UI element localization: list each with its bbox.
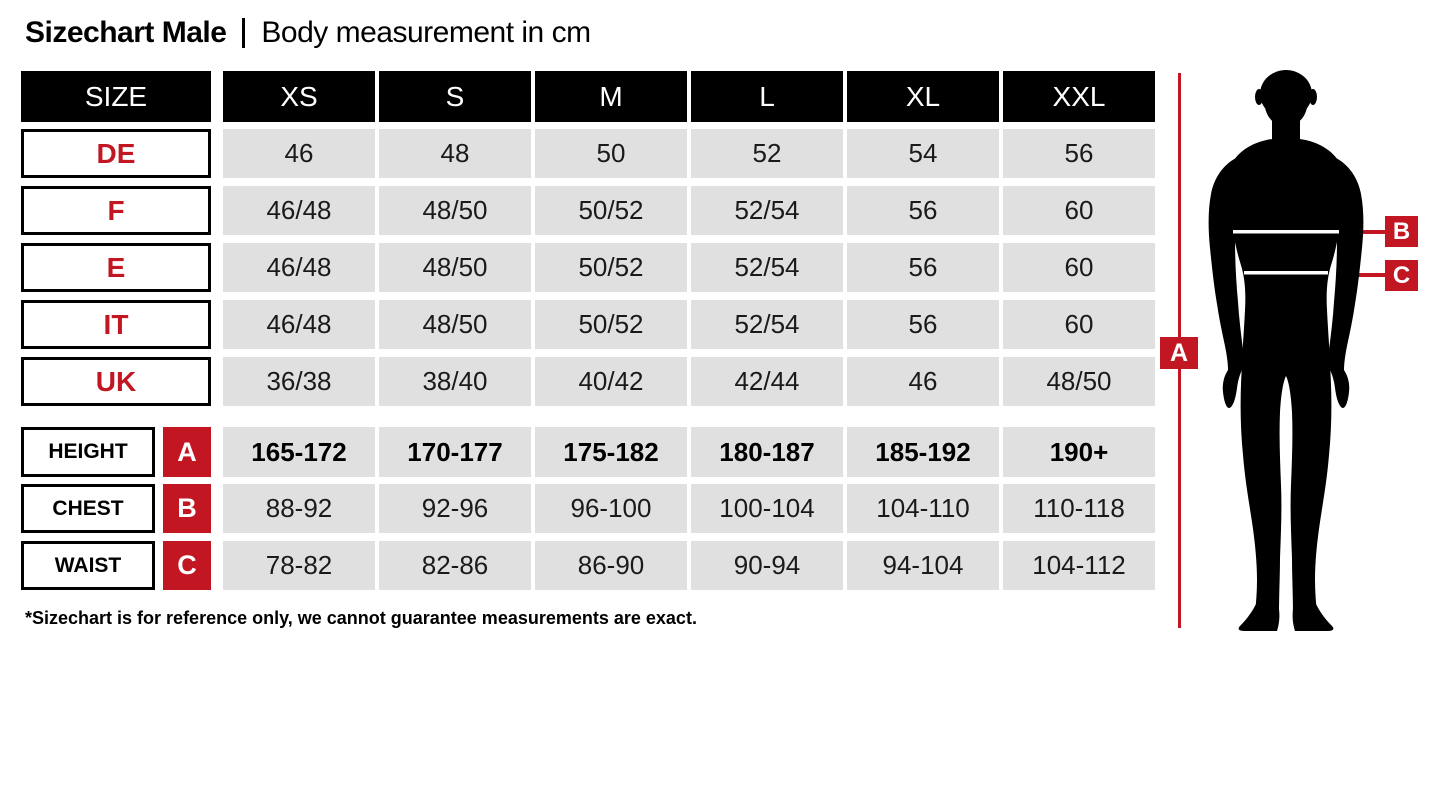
table-cell: 48/50	[379, 243, 531, 292]
page-title	[25, 16, 591, 50]
table-cell: 42/44	[691, 357, 843, 406]
measure-row-waist	[21, 541, 1155, 590]
table-cell: 50/52	[535, 186, 687, 235]
table-cell: 190+	[1003, 427, 1155, 477]
title-subtitle: Body measurement in cm	[261, 16, 591, 49]
table-cell: 52	[691, 129, 843, 178]
table-cell: 110-118	[1003, 484, 1155, 533]
table-cell: 60	[1003, 300, 1155, 349]
title-main: Sizechart Male	[25, 16, 227, 49]
table-cell: 52/54	[691, 186, 843, 235]
table-cell: 104-110	[847, 484, 999, 533]
table-cell: 78-82	[223, 541, 375, 590]
table-cell: 56	[847, 243, 999, 292]
size-row-f	[21, 186, 1155, 235]
table-cell: 46/48	[223, 243, 375, 292]
size-row-e	[21, 243, 1155, 292]
row-label-de: DE	[21, 129, 211, 178]
row-label-chest: CHEST	[21, 484, 155, 533]
size-table	[21, 71, 1155, 629]
footnote-text: *Sizechart is for reference only, we cannot guarantee measurements are exact.	[25, 608, 697, 628]
table-cell: 56	[847, 186, 999, 235]
table-cell: 46	[847, 357, 999, 406]
row-label-f: F	[21, 186, 211, 235]
row-label-e: E	[21, 243, 211, 292]
column-header-s: S	[379, 71, 531, 122]
table-cell: 82-86	[379, 541, 531, 590]
table-cell: 50	[535, 129, 687, 178]
table-cell: 56	[847, 300, 999, 349]
row-label-waist: WAIST	[21, 541, 155, 590]
table-cell: 48/50	[1003, 357, 1155, 406]
figure-badge-c: C	[1385, 260, 1418, 291]
figure-badge-a: A	[1160, 337, 1198, 369]
table-cell: 48/50	[379, 300, 531, 349]
column-header-l: L	[691, 71, 843, 122]
table-cell: 86-90	[535, 541, 687, 590]
waist-badge-c: C	[163, 541, 211, 590]
table-cell: 100-104	[691, 484, 843, 533]
table-cell: 36/38	[223, 357, 375, 406]
height-badge-a: A	[163, 427, 211, 477]
column-header-m: M	[535, 71, 687, 122]
row-label-it: IT	[21, 300, 211, 349]
figure-badge-b: B	[1385, 216, 1418, 247]
size-row-de	[21, 129, 1155, 178]
table-cell: 185-192	[847, 427, 999, 477]
table-cell: 104-112	[1003, 541, 1155, 590]
table-cell: 50/52	[535, 243, 687, 292]
row-label-height: HEIGHT	[21, 427, 155, 477]
table-cell: 50/52	[535, 300, 687, 349]
table-cell: 40/42	[535, 357, 687, 406]
table-cell: 60	[1003, 243, 1155, 292]
table-cell: 46/48	[223, 186, 375, 235]
table-cell: 90-94	[691, 541, 843, 590]
table-cell: 94-104	[847, 541, 999, 590]
table-cell: 180-187	[691, 427, 843, 477]
column-header-xxl: XXL	[1003, 71, 1155, 122]
title-separator	[242, 18, 245, 48]
table-cell: 92-96	[379, 484, 531, 533]
measure-row-height	[21, 427, 1155, 477]
column-header-xs: XS	[223, 71, 375, 122]
table-cell: 170-177	[379, 427, 531, 477]
chest-line	[1233, 230, 1339, 234]
table-cell: 60	[1003, 186, 1155, 235]
male-silhouette	[1200, 70, 1370, 632]
table-cell: 52/54	[691, 300, 843, 349]
waist-line	[1244, 271, 1328, 275]
table-header-row	[21, 71, 1155, 122]
table-cell: 46	[223, 129, 375, 178]
table-cell: 38/40	[379, 357, 531, 406]
table-cell: 52/54	[691, 243, 843, 292]
table-cell: 48/50	[379, 186, 531, 235]
size-row-uk	[21, 357, 1155, 406]
table-cell: 96-100	[535, 484, 687, 533]
table-cell: 165-172	[223, 427, 375, 477]
column-header-xl: XL	[847, 71, 999, 122]
table-cell: 48	[379, 129, 531, 178]
chest-badge-b: B	[163, 484, 211, 533]
table-cell: 88-92	[223, 484, 375, 533]
size-header-cell: SIZE	[21, 71, 211, 122]
table-cell: 56	[1003, 129, 1155, 178]
measure-row-chest	[21, 484, 1155, 533]
table-cell: 54	[847, 129, 999, 178]
row-label-uk: UK	[21, 357, 211, 406]
table-cell: 175-182	[535, 427, 687, 477]
size-row-it	[21, 300, 1155, 349]
table-cell: 46/48	[223, 300, 375, 349]
